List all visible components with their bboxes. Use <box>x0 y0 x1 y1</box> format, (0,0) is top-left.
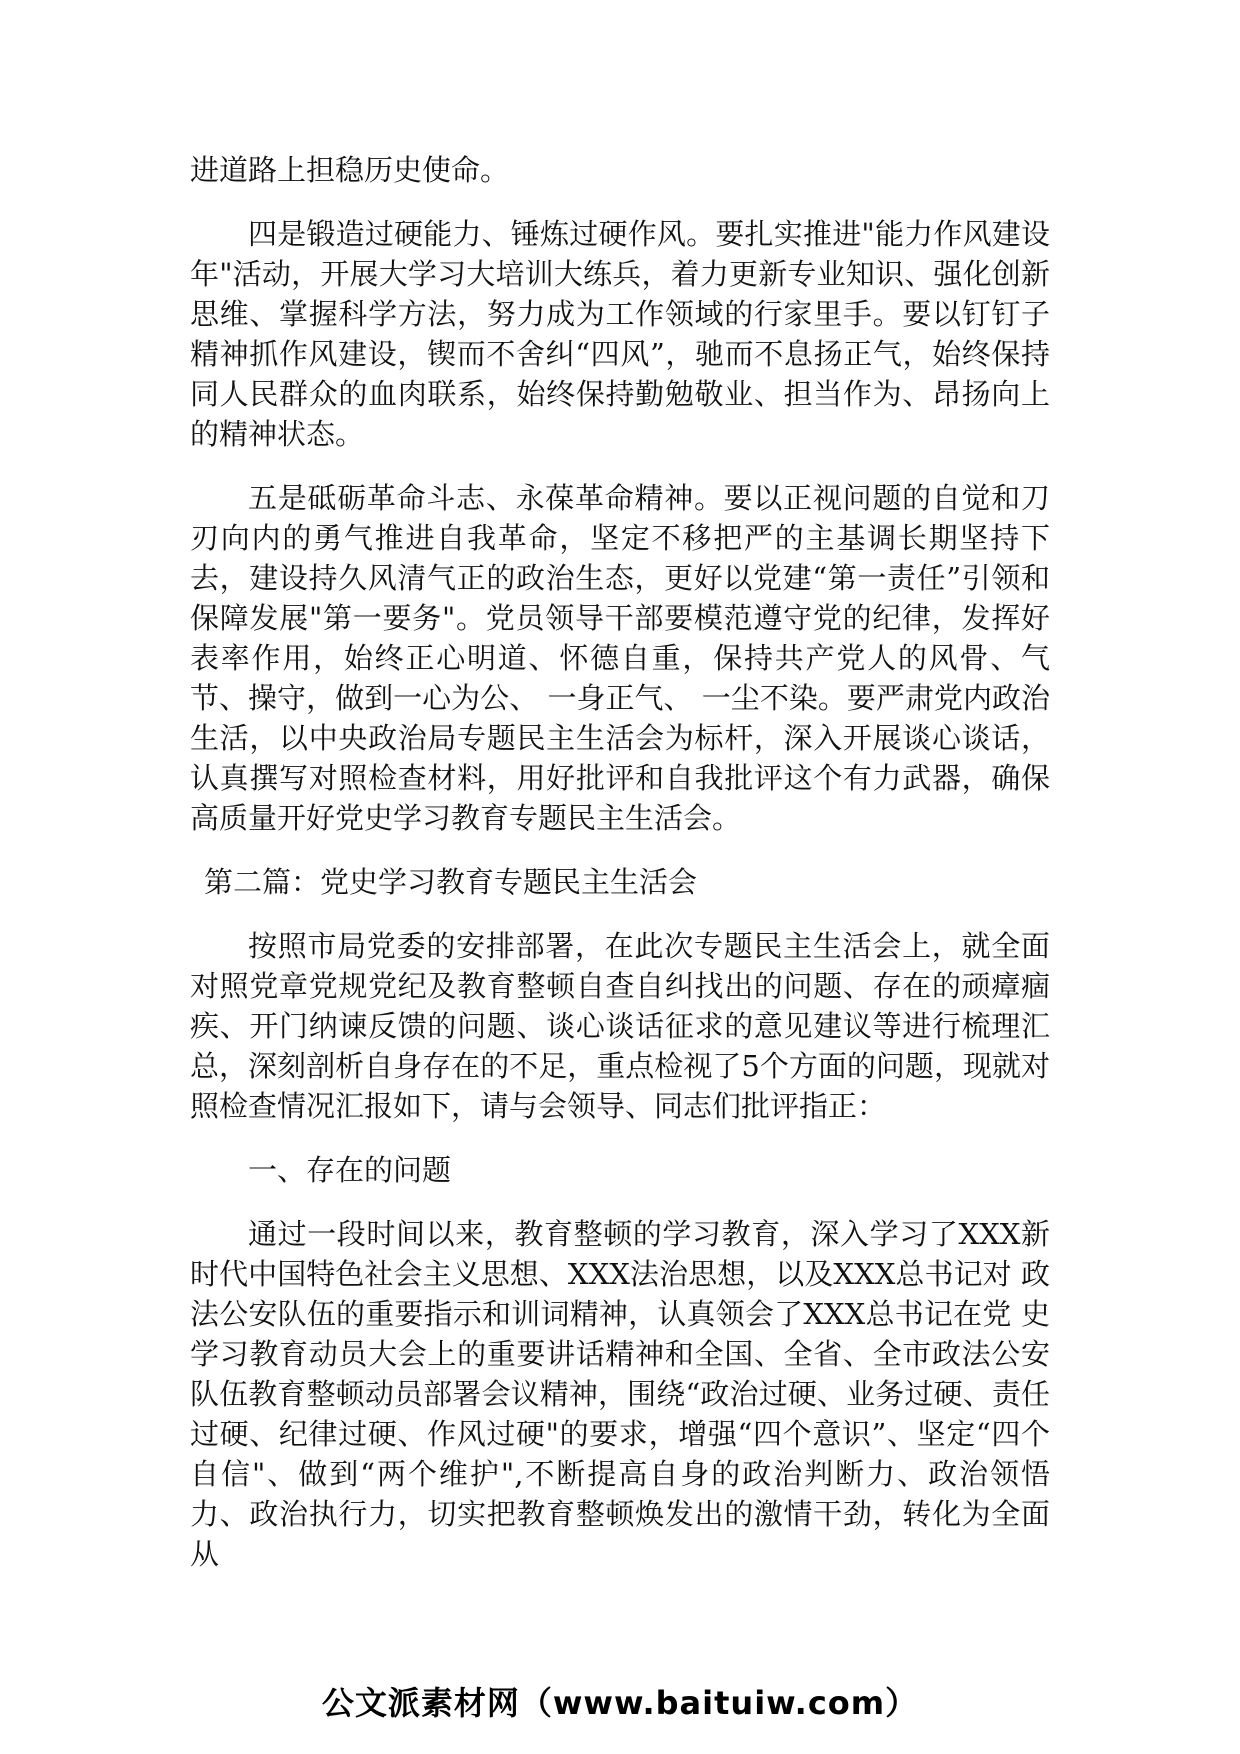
paragraph-intro: 按照市局党委的安排部署，在此次专题民主生活会上，就全面对照党章党规党纪及教育整顿自查自纠找出的问题、存在的顽瘴痼疾、开门纳谏反馈的问题、谈心谈话征求的意见建议等进行梳理汇总，深刻剖析自身存在的不足，重点检视了5个方面的问题，现就对照检查情况汇报如下，请与会领导、同志们批评指正： <box>190 929 1050 1123</box>
footer-watermark: 公文派素材网（www.baituiw.com） <box>321 1684 919 1722</box>
paragraph-continuation: 进道路上担稳历史使命。 <box>190 153 510 187</box>
document-body <box>190 150 1050 1598</box>
chapter-heading: 第二篇：党史学习教育专题民主生活会 <box>204 865 698 899</box>
paragraph-point-five: 五是砥砺革命斗志、永葆革命精神。要以正视问题的自觉和刀刃向内的勇气推进自我革命，坚定不移把严的主基调长期坚持下去，建设持久风清气正的政治生态，更好以党建“第一责任”引领和保障发展"第一要务"。党员领导干部要模范遵守党的纪律，发挥好表率作用，始终正心明道、怀德自重，保持共产党人的风骨、气节、操守，做到一心为公、 一身正气、 一尘不染。要严肃党内政治生活，以中央政治局专题民主生活会为标杆，深入开展谈心谈话，认真撰写对照检查材料，用好批评和自我批评这个有力武器，确保高质量开好党史学习教育专题民主生活会。 <box>190 481 1050 835</box>
paragraph-section-body: 通过一段时间以来，教育整顿的学习教育，深入学习了XXX新时代中国特色社会主义思想、XXX法治思想，以及XXX总书记对 政法公安队伍的重要指示和训词精神，认真领会了XXX总书记在党 史学习教育动员大会上的重要讲话精神和全国、全省、全市政法公安队伍教育整顿动员部署会议精神，围绕“政治过硬、业务过硬、责任过硬、纪律过硬、作风过硬"的要求，增强“四个意识”、坚定“四个自信"、做到“两个维护",不断提高自身的政治判断力、政治领悟力、政治执行力，切实把教育整顿焕发出的激情干劲，转化为全面从 <box>190 1217 1050 1571</box>
section-heading: 一、存在的问题 <box>248 1153 452 1187</box>
paragraph-point-four: 四是锻造过硬能力、锤炼过硬作风。要扎实推进"能力作风建设年"活动，开展大学习大培训大练兵，着力更新专业知识、强化创新思维、掌握科学方法，努力成为工作领域的行家里手。要以钉钉子精神抓作风建设，锲而不舍纠“四风”，驰而不息扬正气，始终保持同人民群众的血肉联系，始终保持勤勉敬业、担当作为、昂扬向上的精神状态。 <box>190 217 1050 451</box>
